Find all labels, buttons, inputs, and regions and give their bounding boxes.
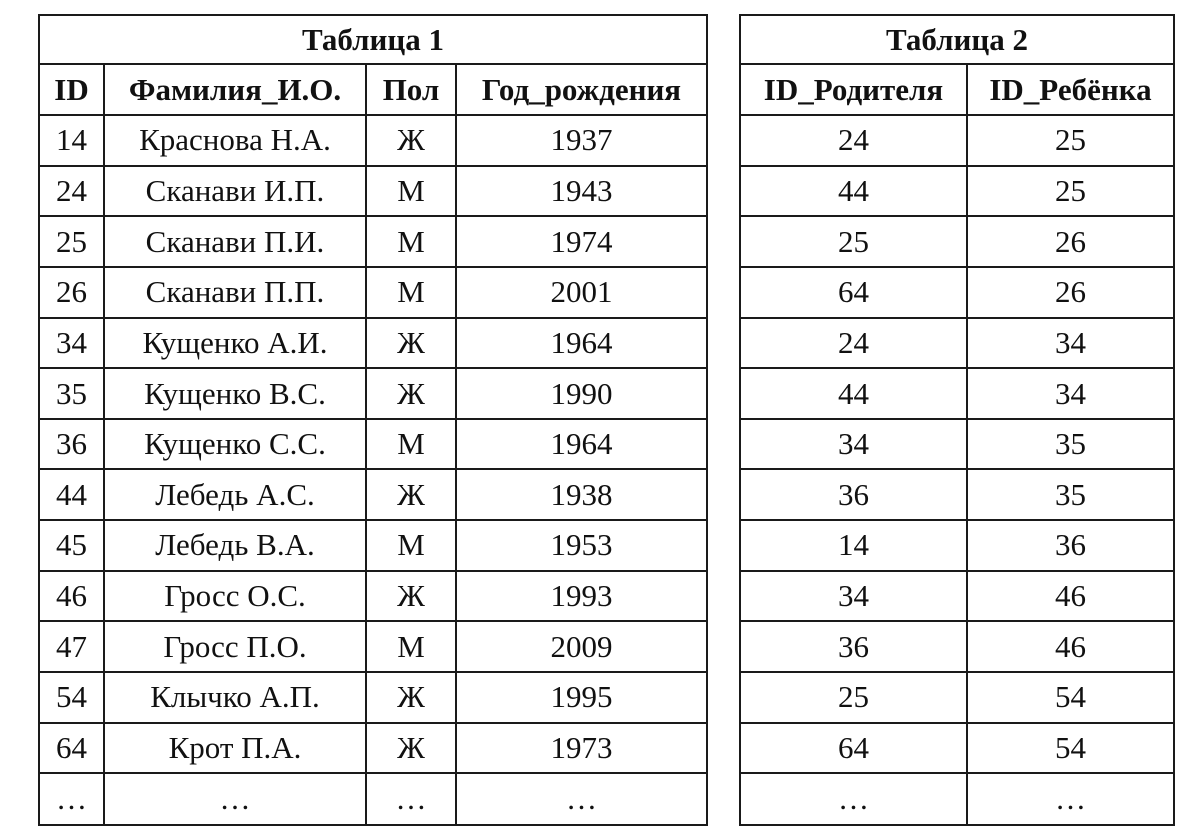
cell-parent-id: 14 <box>740 520 967 571</box>
cell-sex: М <box>366 267 456 318</box>
cell-name: Кущенко С.С. <box>104 419 366 470</box>
cell-sex: Ж <box>366 469 456 520</box>
table-row <box>740 419 1174 470</box>
cell-child-id: 36 <box>967 520 1174 571</box>
cell-sex: М <box>366 216 456 267</box>
cell-birth-year: 1974 <box>456 216 707 267</box>
cell-name: Лебедь В.А. <box>104 520 366 571</box>
cell-id: … <box>39 773 104 825</box>
table1-header-row <box>39 64 707 115</box>
cell-birth-year: 1964 <box>456 419 707 470</box>
table-row <box>740 672 1174 723</box>
cell-parent-id: 24 <box>740 115 967 166</box>
cell-sex: М <box>366 520 456 571</box>
cell-birth-year: 2009 <box>456 621 707 672</box>
cell-child-id: 46 <box>967 621 1174 672</box>
header-parent-id: ID_Родителя <box>740 64 967 115</box>
table-row <box>740 318 1174 369</box>
table-row <box>39 115 707 166</box>
cell-name: Гросс П.О. <box>104 621 366 672</box>
cell-sex: М <box>366 621 456 672</box>
cell-birth-year: 1953 <box>456 520 707 571</box>
parent-child-table <box>739 14 1175 826</box>
cell-name: Клычко А.П. <box>104 672 366 723</box>
cell-birth-year: 1938 <box>456 469 707 520</box>
cell-sex: М <box>366 166 456 217</box>
cell-parent-id: … <box>740 773 967 825</box>
table-row-ellipsis <box>740 773 1174 825</box>
header-sex: Пол <box>366 64 456 115</box>
cell-parent-id: 44 <box>740 368 967 419</box>
cell-parent-id: 36 <box>740 621 967 672</box>
table-row <box>740 368 1174 419</box>
cell-parent-id: 64 <box>740 267 967 318</box>
cell-sex: Ж <box>366 672 456 723</box>
cell-child-id: 26 <box>967 216 1174 267</box>
cell-parent-id: 24 <box>740 318 967 369</box>
cell-birth-year: 1993 <box>456 571 707 622</box>
cell-id: 14 <box>39 115 104 166</box>
cell-birth-year: 1995 <box>456 672 707 723</box>
table-row <box>39 166 707 217</box>
cell-name: Сканави И.П. <box>104 166 366 217</box>
cell-birth-year: 2001 <box>456 267 707 318</box>
table-row <box>39 723 707 774</box>
table-row <box>740 216 1174 267</box>
cell-child-id: 34 <box>967 368 1174 419</box>
cell-parent-id: 25 <box>740 672 967 723</box>
table-row <box>39 672 707 723</box>
cell-birth-year: 1943 <box>456 166 707 217</box>
table-row <box>740 115 1174 166</box>
header-id: ID <box>39 64 104 115</box>
people-table <box>38 14 708 826</box>
cell-sex: Ж <box>366 368 456 419</box>
cell-birth-year: … <box>456 773 707 825</box>
cell-child-id: 26 <box>967 267 1174 318</box>
cell-sex: М <box>366 419 456 470</box>
table2-header-row <box>740 64 1174 115</box>
cell-id: 54 <box>39 672 104 723</box>
cell-parent-id: 34 <box>740 571 967 622</box>
cell-child-id: 35 <box>967 419 1174 470</box>
cell-child-id: 54 <box>967 723 1174 774</box>
table-row <box>740 469 1174 520</box>
cell-child-id: … <box>967 773 1174 825</box>
table-row-ellipsis <box>39 773 707 825</box>
table-row <box>39 368 707 419</box>
cell-parent-id: 64 <box>740 723 967 774</box>
cell-name: Краснова Н.А. <box>104 115 366 166</box>
table-row <box>740 621 1174 672</box>
cell-child-id: 35 <box>967 469 1174 520</box>
table-row <box>39 419 707 470</box>
cell-parent-id: 36 <box>740 469 967 520</box>
header-name: Фамилия_И.О. <box>104 64 366 115</box>
table-row <box>740 520 1174 571</box>
cell-id: 44 <box>39 469 104 520</box>
cell-name: Крот П.А. <box>104 723 366 774</box>
cell-child-id: 46 <box>967 571 1174 622</box>
cell-birth-year: 1964 <box>456 318 707 369</box>
header-birth-year: Год_рождения <box>456 64 707 115</box>
table-row <box>39 318 707 369</box>
cell-child-id: 25 <box>967 166 1174 217</box>
cell-sex: … <box>366 773 456 825</box>
cell-parent-id: 34 <box>740 419 967 470</box>
cell-id: 64 <box>39 723 104 774</box>
cell-id: 47 <box>39 621 104 672</box>
cell-name: … <box>104 773 366 825</box>
cell-sex: Ж <box>366 571 456 622</box>
cell-birth-year: 1937 <box>456 115 707 166</box>
cell-sex: Ж <box>366 115 456 166</box>
header-child-id: ID_Ребёнка <box>967 64 1174 115</box>
cell-child-id: 54 <box>967 672 1174 723</box>
cell-birth-year: 1990 <box>456 368 707 419</box>
table1-title: Таблица 1 <box>39 15 707 64</box>
cell-id: 36 <box>39 419 104 470</box>
cell-id: 24 <box>39 166 104 217</box>
cell-sex: Ж <box>366 723 456 774</box>
cell-id: 25 <box>39 216 104 267</box>
cell-name: Сканави П.И. <box>104 216 366 267</box>
table-row <box>39 621 707 672</box>
table-row <box>39 469 707 520</box>
table-row <box>39 216 707 267</box>
cell-child-id: 34 <box>967 318 1174 369</box>
cell-child-id: 25 <box>967 115 1174 166</box>
cell-birth-year: 1973 <box>456 723 707 774</box>
cell-id: 34 <box>39 318 104 369</box>
cell-parent-id: 25 <box>740 216 967 267</box>
cell-name: Гросс О.С. <box>104 571 366 622</box>
table-row <box>740 166 1174 217</box>
table2-title: Таблица 2 <box>740 15 1174 64</box>
cell-parent-id: 44 <box>740 166 967 217</box>
table-row <box>39 520 707 571</box>
table-row <box>740 571 1174 622</box>
cell-id: 35 <box>39 368 104 419</box>
table-row <box>740 267 1174 318</box>
cell-id: 26 <box>39 267 104 318</box>
cell-id: 46 <box>39 571 104 622</box>
cell-id: 45 <box>39 520 104 571</box>
cell-name: Лебедь А.С. <box>104 469 366 520</box>
cell-name: Кущенко А.И. <box>104 318 366 369</box>
table-row <box>39 267 707 318</box>
table-row <box>39 571 707 622</box>
cell-sex: Ж <box>366 318 456 369</box>
cell-name: Кущенко В.С. <box>104 368 366 419</box>
cell-name: Сканави П.П. <box>104 267 366 318</box>
table-row <box>740 723 1174 774</box>
